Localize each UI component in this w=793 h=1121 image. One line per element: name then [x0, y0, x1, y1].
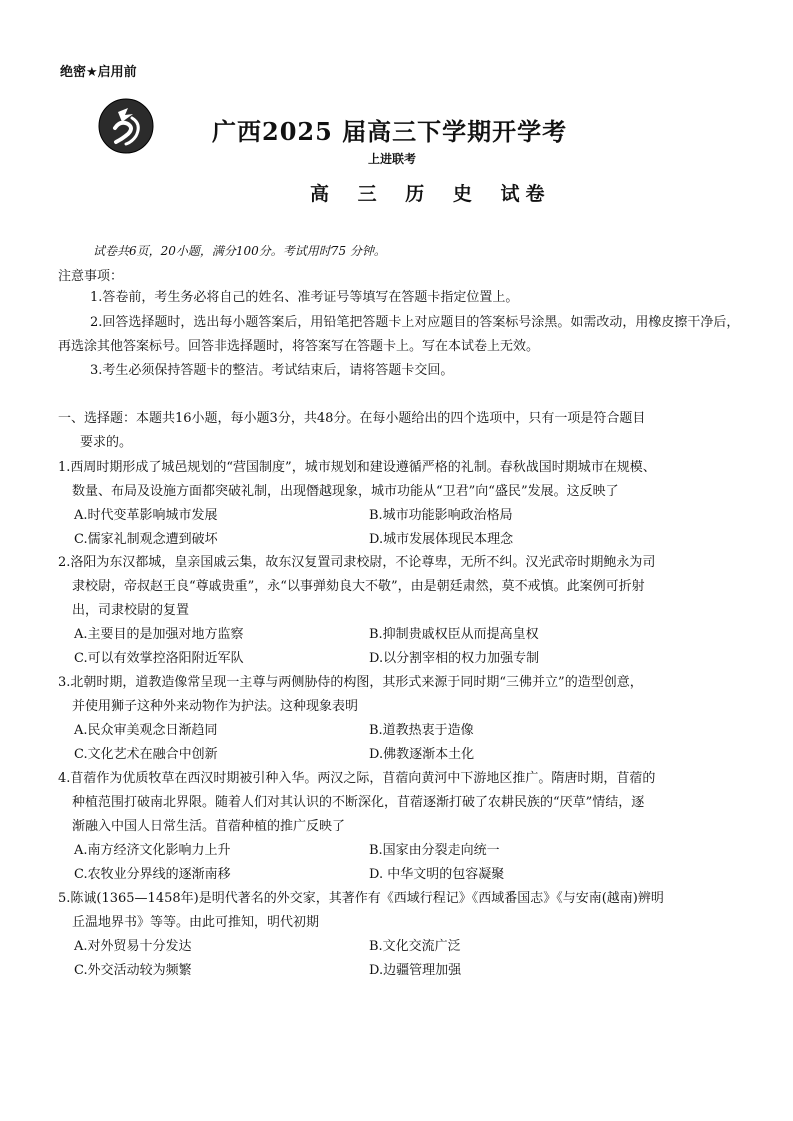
note-item: 1.答卷前，考生务必将自己的姓名、准考证号等填写在答题卡指定位置上。 [90, 290, 519, 305]
option-d: D. 中华文明的包容凝聚 [369, 867, 505, 882]
note-item: 3.考生必须保持答题卡的整洁。考试结束后，请将答题卡交回。 [90, 363, 454, 378]
question-3 [58, 671, 758, 767]
option-d: D.佛教逐渐本土化 [369, 747, 475, 762]
question-5 [58, 887, 758, 983]
option-b: B.文化交流广泛 [369, 939, 461, 954]
question-2 [58, 551, 758, 671]
option-a: A.时代变革影响城市发展 [74, 508, 218, 523]
option-b: B.国家由分裂走向统一 [369, 843, 500, 858]
question-stem: 4.苜蓿作为优质牧草在西汉时期被引种入华。两汉之际，苜蓿向黄河中下游地区推广。隋唐时期，苜蓿的 [58, 771, 656, 786]
option-c: C.可以有效掌控洛阳附近军队 [74, 651, 244, 666]
option-a: A.对外贸易十分发达 [74, 939, 192, 954]
option-c: C.文化艺术在融合中创新 [74, 747, 218, 762]
option-d: D.边疆管理加强 [369, 963, 462, 978]
question-stem: 并使用狮子这种外来动物作为护法。这种现象表明 [72, 699, 359, 714]
option-c: C.儒家礼制观念遭到破坏 [74, 532, 218, 547]
section-heading [58, 407, 758, 455]
option-a: A.民众审美观念日渐趋同 [74, 723, 218, 738]
option-d: D.以分割宰相的权力加强专制 [369, 651, 540, 666]
section-line: 一、选择题：本题共16小题，每小题3分，共48分。在每小题给出的四个选项中，只有一项是符合题目 [58, 411, 646, 426]
exam-title: 广西2025 届高三下学期开学考 [212, 117, 568, 146]
option-a: A.南方经济文化影响力上升 [74, 843, 231, 858]
question-stem: 出，司隶校尉的复置 [72, 603, 190, 618]
question-stem: 5.陈诚(1365—1458年)是明代著名的外交家，其著作有《西域行程记》《西域番国志》《与安南(越南)辨明 [58, 891, 664, 906]
option-b: B.抑制贵戚权臣从而提高皇权 [369, 627, 539, 642]
question-1 [58, 456, 758, 552]
exam-subtitle: 上进联考 [368, 152, 417, 166]
question-4 [58, 767, 758, 887]
question-stem: 渐融入中国人日常生活。苜蓿种植的推广反映了 [72, 819, 346, 834]
confidential-mark: 绝密★启用前 [60, 65, 137, 80]
exam-info: 试卷共6页，20小题，满分100分。考试用时75 分钟。 [93, 244, 386, 258]
notes-heading: 注意事项： [58, 269, 124, 284]
option-d: D.城市发展体现民本理念 [369, 532, 514, 547]
section-line: 要求的。 [80, 435, 133, 450]
question-stem: 种植范围打破南北界限。随着人们对其认识的不断深化，苜蓿逐渐打破了农耕民族的“厌草”情结，逐 [72, 795, 645, 810]
exam-logo [98, 98, 154, 154]
option-c: C.外交活动较为频繁 [74, 963, 192, 978]
option-b: B.城市功能影响政治格局 [369, 508, 513, 523]
question-stem: 2.洛阳为东汉都城，皇亲国戚云集，故东汉复置司隶校尉，不论尊卑，无所不纠。汉光武帝时期鲍永为司 [58, 555, 656, 570]
option-c: C.农牧业分界线的逐渐南移 [74, 867, 231, 882]
question-stem: 隶校尉，帝叔赵王良“尊戚贵重”，永“以事弹劾良大不敬”，由是朝廷肃然，莫不戒慎。此案例可折射 [72, 579, 645, 594]
question-stem: 丘温地界书》等等。由此可推知，明代初期 [72, 915, 320, 930]
option-a: A.主要目的是加强对地方监察 [74, 627, 244, 642]
paper-title: 高 三 历 史 试卷 [310, 183, 551, 205]
question-stem: 3.北朝时期，道教造像常呈现一主尊与两侧胁侍的构图，其形式来源于同时期“三佛并立”的造型创意， [58, 675, 643, 690]
question-stem: 1.西周时期形成了城邑规划的“营国制度”，城市规划和建设遵循严格的礼制。春秋战国时期城市在规模、 [58, 460, 656, 475]
question-stem: 数量、布局及设施方面都突破礼制，出现僭越现象，城市功能从“卫君”向“盛民”发展。这反映了 [72, 484, 619, 499]
option-b: B.道教热衷于造像 [369, 723, 474, 738]
note-item: 2.回答选择题时，选出每小题答案后，用铅笔把答题卡上对应题目的答案标号涂黑。如需改动，用橡皮擦干净后，再选涂其他答案标号。回答非选择题时，将答案写在答题卡上。写在本试卷上无效。 [58, 315, 740, 354]
